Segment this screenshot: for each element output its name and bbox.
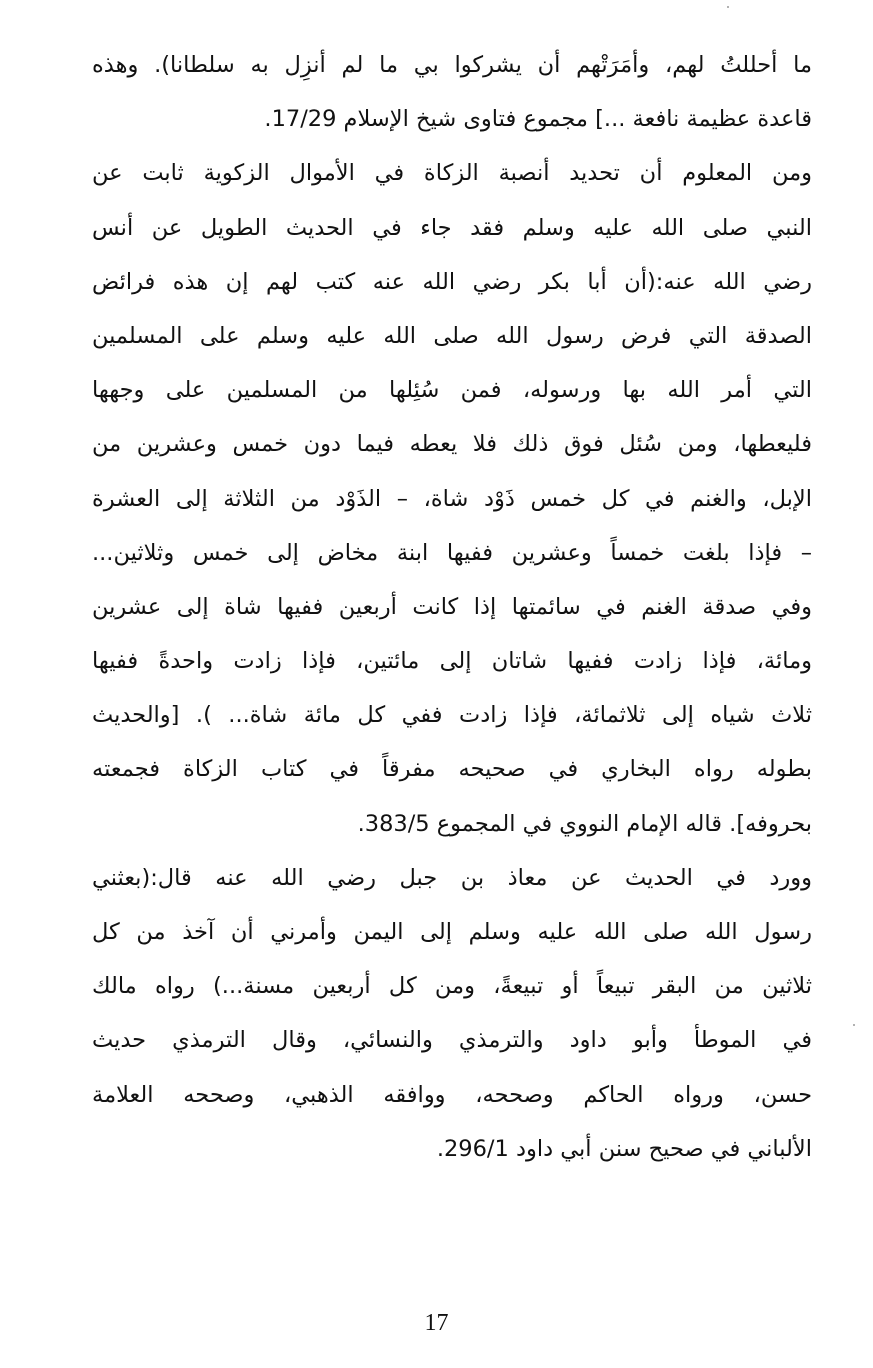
text-line: بطوله رواه البخاري في صحيحه مفرقاً في كتاب الزكاة فجمعته <box>92 756 812 783</box>
text-line: بحروفه]. قاله الإمام النووي في المجموع 383/5. <box>357 810 812 837</box>
text-line: – فإذا بلغت خمساً وعشرين ففيها ابنة مخاض إلى خمس وثلاثين... <box>92 539 812 566</box>
text-line: فليعطها، ومن سُئل فوق ذلك فلا يعطه فيما دون خمس وعشرين من <box>92 431 812 458</box>
text-line: النبي صلى الله عليه وسلم فقد جاء في الحديث الطويل عن أنس <box>92 214 812 241</box>
text-line: ثلاث شياه إلى ثلاثمائة، فإذا زادت ففي كل مائة شاة... ). [والحديث <box>92 702 812 729</box>
text-line: رسول الله صلى الله عليه وسلم إلى اليمن وأمرني أن آخذ من كل <box>92 919 812 945</box>
text-line: ومن المعلوم أن تحديد أنصبة الزكاة في الأموال الزكوية ثابت عن <box>92 160 812 187</box>
text-line: في الموطأ وأبو داود والترمذي والنسائي، وقال الترمذي حديث <box>92 1027 812 1054</box>
text-line: وورد في الحديث عن معاذ بن جبل رضي الله عنه قال:(بعثني <box>92 864 812 891</box>
text-line: الإبل، والغنم في كل خمس ذَوْد شاة، – الذَوْد من الثلاثة إلى العشرة <box>92 485 812 512</box>
page-number: 17 <box>424 1310 449 1336</box>
body-text <box>92 38 812 1176</box>
text-line: التي أمر الله بها ورسوله، فمن سُئِلها من المسلمين على وجهها <box>92 377 812 404</box>
text-line: الألباني في صحيح سنن أبي داود 296/1. <box>436 1135 812 1162</box>
text-line: قاعدة عظيمة نافعة ...] مجموع فتاوى شيخ الإسلام 17/29. <box>264 106 812 133</box>
text-line: ومائة، فإذا زادت ففيها شاتان إلى مائتين، فإذا زادت واحدةً ففيها <box>92 648 812 675</box>
scan-speck <box>853 1024 855 1026</box>
text-line: حسن، ورواه الحاكم وصححه، ووافقه الذهبي، وصححه العلامة <box>92 1081 812 1108</box>
scan-speck <box>727 6 729 8</box>
text-line: الصدقة التي فرض رسول الله صلى الله عليه وسلم على المسلمين <box>92 322 812 349</box>
text-line: وفي صدقة الغنم في سائمتها إذا كانت أربعين ففيها شاة إلى عشرين <box>92 593 812 620</box>
text-line: رضي الله عنه:(أن أبا بكر رضي الله عنه كتب لهم إن هذه فرائض <box>92 268 812 295</box>
text-line: ما أحللتُ لهم، وأمَرَتْهم أن يشركوا بي ما لم أنزِل به سلطانا). وهذه <box>92 52 812 78</box>
text-line: ثلاثين من البقر تبيعاً أو تبيعةً، ومن كل أربعين مسنة...) رواه مالك <box>92 973 812 1000</box>
